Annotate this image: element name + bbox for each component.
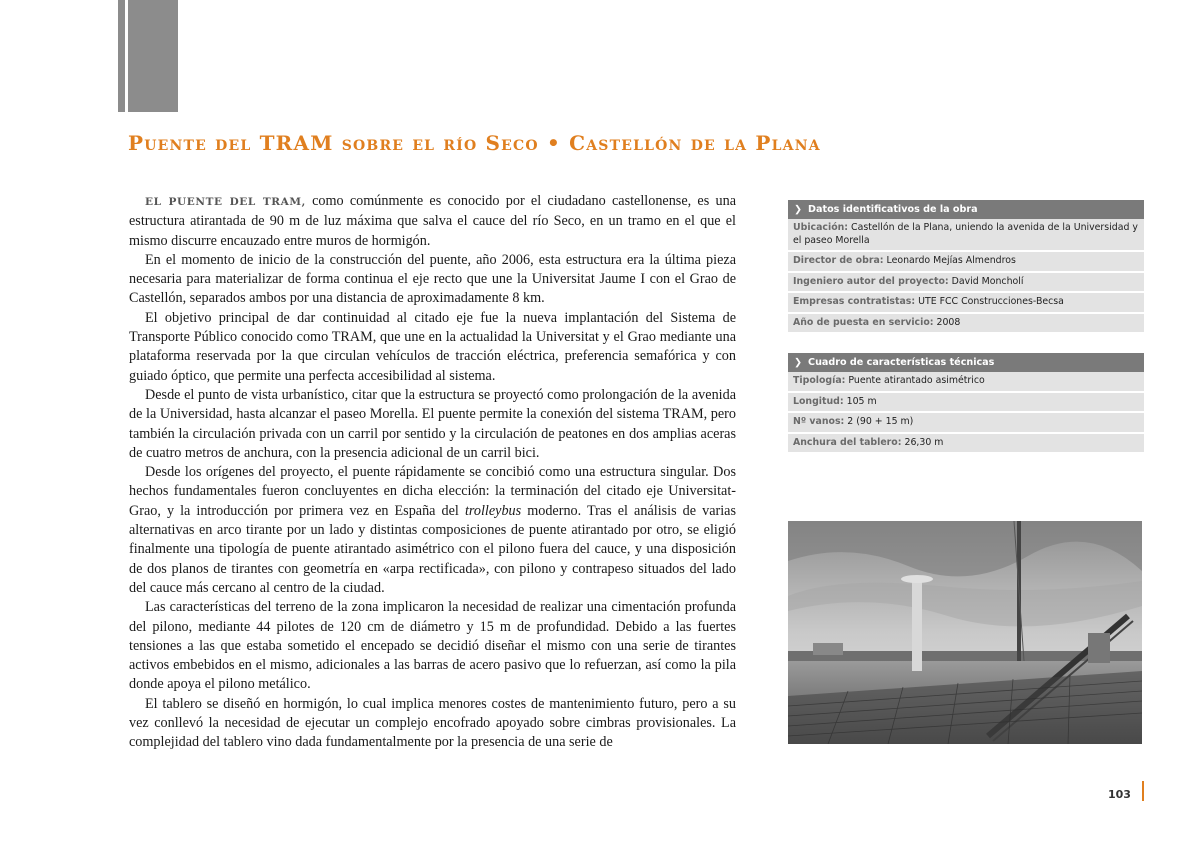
table-row: Director de obra: Leonardo Mejías Almendros	[788, 252, 1144, 273]
paragraph-7: El tablero se diseñó en hormigón, lo cual implica menores costes de mantenimiento futuro, pero a su vez conllevó la necesidad de ejecutar un complejo encofrado apoyado sobre cimbras provisionales. La complejidad del tablero vino dada fundamentalmente por la presencia de una serie de	[129, 695, 736, 751]
table-row: Ingeniero autor del proyecto: David Moncholí	[788, 273, 1144, 294]
paragraph-4: Desde el punto de vista urbanístico, citar que la estructura se proyectó como prolongación de la avenida de la Universidad, hasta alcanzar el paseo Morella. El puente permite la conexión del sistema TRAM, pero también la circulación privada con un carril por sentido y la circulación de peatones en dos amplias aceras de cuatro metros de anchura, con la presencia adicional de un carril bici.	[129, 386, 736, 461]
table-row: Longitud: 105 m	[788, 393, 1144, 414]
table-row: Anchura del tablero: 26,30 m	[788, 434, 1144, 455]
technical-table-header: ❯ Cuadro de características técnicas	[788, 353, 1144, 372]
paragraph-3: El objetivo principal de dar continuidad al citado eje fue la nueva implantación del Sistema de Transporte Público conocido como TRAM, que une en la actualidad la Universitat y el Grao mediante una plataforma reservada por la que circulan vehículos de tracción eléctrica, preferencia semafórica y con guiado óptico, que permite una perfecta accesibilidad al sistema.	[129, 309, 736, 384]
table-row: Tipología: Puente atirantado asimétrico	[788, 372, 1144, 393]
page-number-rule	[1142, 781, 1144, 801]
paragraph-6: Las características del terreno de la zona implicaron la necesidad de realizar una cimentación profunda del pilono, mediante 44 pilotes de 120 cm de diámetro y 15 m de profundidad. Debido a las fuertes tensiones a las que estaba sometido el encepado se decidió diseñar el mismo con una serie de tirantes activos embebidos en el mismo, adicionales a las barras de acero pasivo que lo refuerzan, así como la pila donde apoya el pilono metálico.	[129, 599, 736, 693]
chevron-right-icon: ❯	[794, 204, 803, 215]
table-row: Nº vanos: 2 (90 + 15 m)	[788, 413, 1144, 434]
table-row: Empresas contratistas: UTE FCC Construcciones-Becsa	[788, 293, 1144, 314]
chevron-right-icon: ❯	[794, 357, 803, 368]
paragraph-5: Desde los orígenes del proyecto, el puente rápidamente se concibió como una estructura singular. Dos hechos fundamentales fueron concluyentes en dicha elección: la terminación del citado eje Universitat-Grao, y la introducción por primera vez en España del trolleybus moderno. Tras el análisis de varias alternativas en arco tirante por un lado y distintas composiciones de puente atirantado por otro, se eligió finalmente una tipología de puente atirantado asimétrico con el pilono fuera del cauce, y una disposición de dos planos de tirantes con geometría en «arpa rectificada», con pilono y contrapeso situados del lado del cauce más cercano al centro de la ciudad.	[129, 464, 736, 596]
lead-in: EL PUENTE DEL TRAM,	[145, 196, 306, 208]
construction-photo	[788, 521, 1142, 744]
page-title: Puente del TRAM sobre el río Seco • Castellón de la Plana	[128, 131, 821, 155]
chapter-bar	[128, 0, 297, 112]
table-row: Ubicación: Castellón de la Plana, uniendo la avenida de la Universidad y el paseo Morella	[788, 219, 1144, 252]
technical-table	[788, 353, 1144, 454]
page-number: 103	[1108, 788, 1131, 801]
article-body	[129, 192, 736, 753]
identification-table-header: ❯ Datos identificativos de la obra	[788, 200, 1144, 219]
emphasis-trolleybus: trolleybus	[464, 502, 522, 519]
paragraph-2: En el momento de inicio de la construcción del puente, año 2006, esta estructura era la última pieza necesaria para materializar de forma continua el eje recto que une la Universitat Jaume I con el Grao de Castellón, separados ambos por una distancia de aproximadamente 8 km.	[129, 251, 736, 307]
identification-table	[788, 200, 1144, 334]
chapter-number: 12	[265, 85, 297, 109]
construction-site-image	[788, 521, 1142, 744]
table-row: Año de puesta en servicio: 2008	[788, 314, 1144, 335]
chapter-bar-accent	[118, 0, 125, 112]
paragraph-1: EL PUENTE DEL TRAM, como comúnmente es conocido por el ciudadano castellonense, es una estructura atirantada de 90 m de luz máxima que salva el cauce del río Seco, en un tramo en el que el mismo discurre encauzado entre muros de hormigón.	[129, 193, 736, 249]
